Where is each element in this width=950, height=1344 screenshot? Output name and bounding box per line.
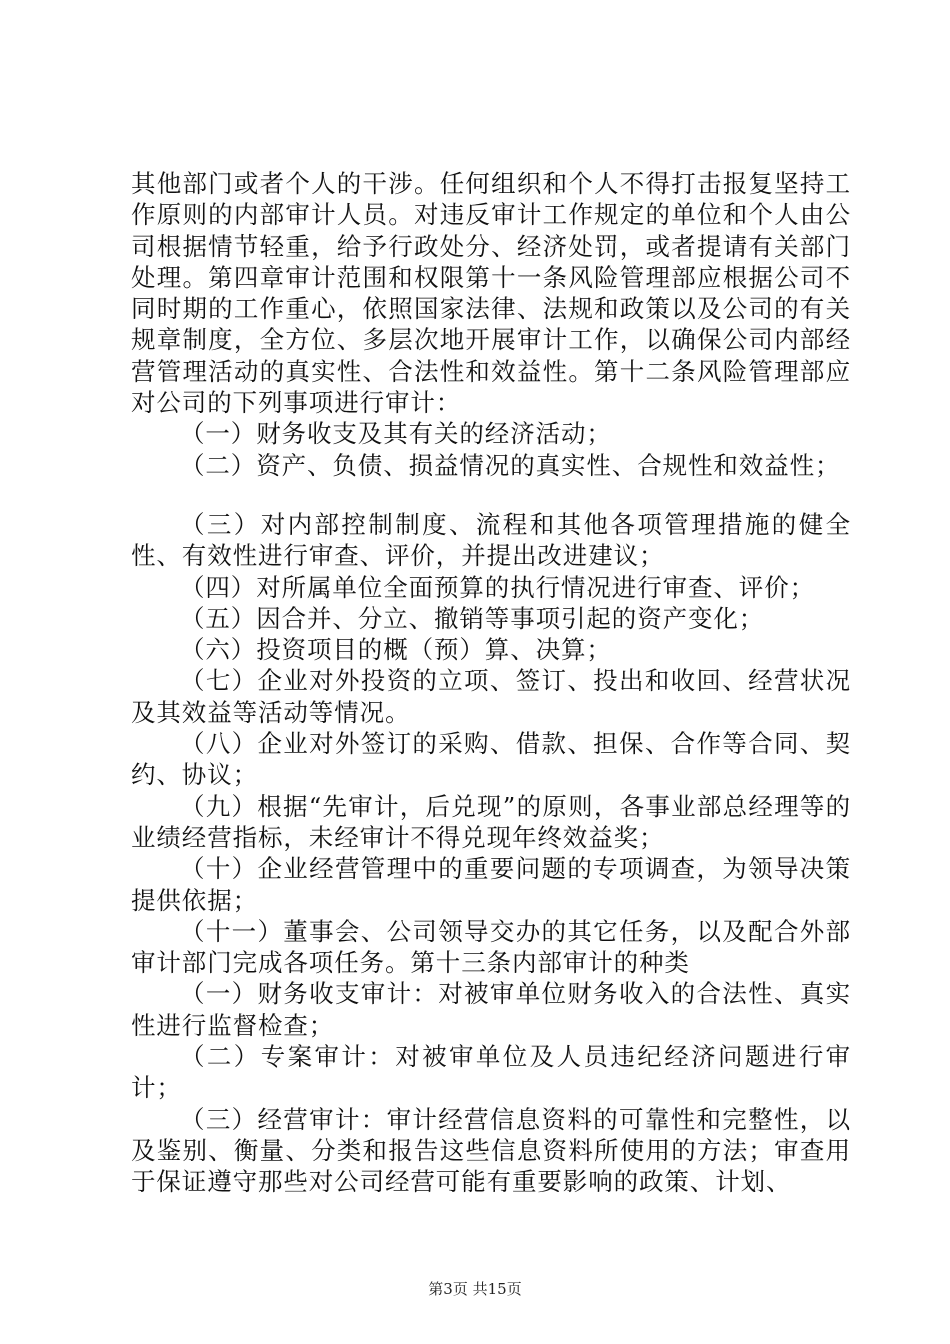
list-item: （二）资产、负债、损益情况的真实性、合规性和效益性； [180, 450, 841, 480]
list-item: （五）因合并、分立、撤销等事项引起的资产变化； [180, 603, 765, 633]
list-item: （一）财务收支及其有关的经济活动； [180, 419, 612, 449]
list-item: （三）对内部控制制度、流程和其他各项管理措施的健全性、有效性进行审查、评价，并提出改进建议； [131, 509, 851, 571]
document-body [131, 168, 851, 1198]
list-item: （四）对所属单位全面预算的执行情况进行审查、评价； [180, 572, 815, 602]
list-item: （二）专案审计：对被审单位及人员违纪经济问题进行审计； [131, 1042, 851, 1103]
list-item: （七）企业对外投资的立项、签订、投出和收回、经营状况及其效益等活动等情况。 [131, 666, 851, 727]
page-number-footer: 第3页 共15页 [428, 1280, 522, 1298]
list-item: （六）投资项目的概（预）算、决算； [180, 635, 612, 665]
list-item: （十）企业经营管理中的重要问题的专项调查，为领导决策提供依据； [131, 854, 851, 915]
list-item: （一）财务收支审计：对被审单位财务收入的合法性、真实性进行监督检查； [131, 979, 851, 1040]
list-item: （八）企业对外签订的采购、借款、担保、合作等合同、契约、协议； [131, 729, 851, 790]
list-item: （九）根据“先审计，后兑现”的原则，各事业部总经理等的业绩经营指标，未经审计不得兑现年终效益奖； [131, 791, 851, 852]
list-item: （三）经营审计：审计经营信息资料的可靠性和完整性，以及鉴别、衡量、分类和报告这些信息资料所使用的方法；审查用于保证遵守那些对公司经营可能有重要影响的政策、计划、 [131, 1104, 851, 1197]
list-item: （十一）董事会、公司领导交办的其它任务，以及配合外部审计部门完成各项任务。第十三条内部审计的种类 [131, 916, 851, 978]
paragraph: 其他部门或者个人的干涉。任何组织和个人不得打击报复坚持工作原则的内部审计人员。对违反审计工作规定的单位和个人由公司根据情节轻重，给予行政处分、经济处罚，或者提请有关部门处理。第四章审计范围和权限第十一条风险管理部应根据公司不同时期的工作重心，依照国家法律、法规和政策以及公司的有关规章制度，全方位、多层次地开展审计工作，以确保公司内部经营管理活动的真实性、合法性和效益性。第十二条风险管理部应对公司的下列事项进行审计： [131, 169, 851, 418]
paragraph-gap [131, 481, 851, 509]
